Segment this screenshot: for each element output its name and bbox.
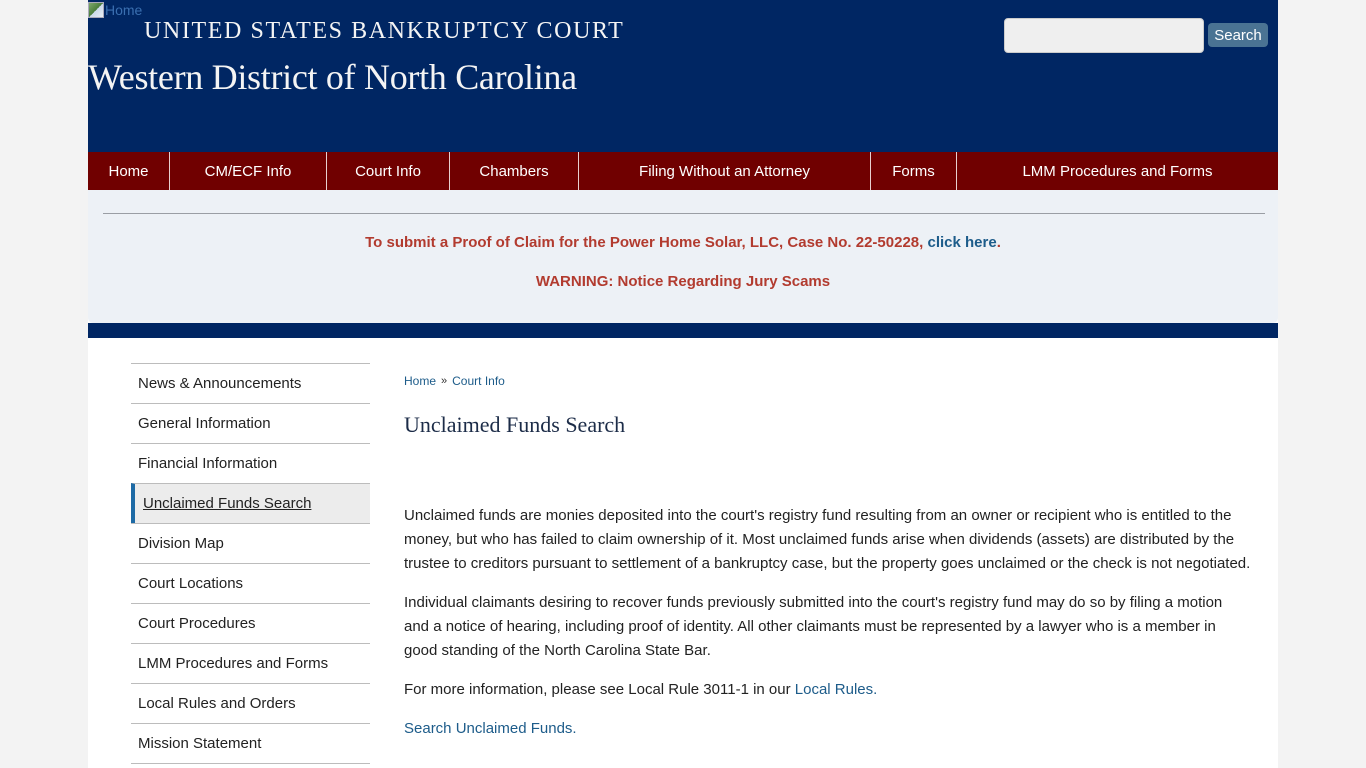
local-rules-link[interactable]: Local Rules. bbox=[794, 681, 878, 698]
nav-home[interactable]: Home bbox=[88, 152, 170, 190]
district-title: Western District of North Carolina bbox=[88, 57, 577, 97]
breadcrumb-separator: » bbox=[441, 375, 448, 387]
sidebar-menu bbox=[131, 363, 370, 764]
broken-image-icon bbox=[88, 2, 104, 18]
main-content bbox=[404, 370, 1254, 737]
breadcrumb bbox=[404, 370, 1254, 392]
breadcrumb-court-info[interactable]: Court Info bbox=[452, 374, 505, 388]
sidebar-item-court-procedures[interactable] bbox=[131, 603, 370, 643]
breadcrumb-home[interactable]: Home bbox=[404, 374, 437, 388]
court-title: UNITED STATES BANKRUPTCY COURT bbox=[144, 18, 625, 44]
nav-chambers[interactable]: Chambers bbox=[450, 152, 579, 190]
main-nav bbox=[88, 152, 1278, 190]
sidebar-item-label: Court Procedures bbox=[138, 615, 256, 632]
logo-alt-text: Home bbox=[105, 2, 143, 18]
unclaimed-funds-definition: Unclaimed funds are monies deposited into the court's registry fund resulting from an owner or recipient who is entitled to the money, but who has failed to claim ownership of it. Most unclaimed funds arise when dividends (assets) are distributed by the trustee to creditors pursuant to settlement of a bankruptcy case, but the property goes unclaimed or the check is not negotiated. bbox=[404, 507, 1251, 572]
notice-period: . bbox=[996, 234, 1001, 251]
notice-divider bbox=[103, 213, 1265, 214]
sidebar-item-label: Local Rules and Orders bbox=[138, 695, 296, 712]
claimant-instructions: Individual claimants desiring to recover funds previously submitted into the court's registry fund may do so by filing a motion and a notice of hearing, including proof of identity. All other claimants must be represented by a lawyer who is a member in good standing of the North Carolina State Bar. bbox=[404, 594, 1223, 659]
sidebar-item-local-rules[interactable] bbox=[131, 683, 370, 723]
nav-filing-without-attorney[interactable]: Filing Without an Attorney bbox=[579, 152, 871, 190]
search-unclaimed-funds-link[interactable]: Search Unclaimed Funds. bbox=[404, 720, 577, 737]
sidebar-item-label: LMM Procedures and Forms bbox=[138, 655, 329, 672]
search-button[interactable]: Search bbox=[1208, 23, 1268, 47]
site-header bbox=[88, 0, 1278, 152]
sidebar-item-label: Unclaimed Funds Search bbox=[143, 495, 312, 512]
nav-cmecf-info[interactable]: CM/ECF Info bbox=[170, 152, 327, 190]
sidebar-item-general-info[interactable] bbox=[131, 403, 370, 443]
sidebar-divider bbox=[131, 763, 370, 764]
local-rule-reference bbox=[404, 678, 877, 702]
sidebar-item-unclaimed-funds[interactable] bbox=[131, 483, 370, 523]
sidebar-item-label: Mission Statement bbox=[138, 735, 262, 752]
sidebar-item-court-locations[interactable] bbox=[131, 563, 370, 603]
sidebar-item-label: News & Announcements bbox=[138, 375, 302, 392]
sidebar-item-label: General Information bbox=[138, 415, 271, 432]
page-title: Unclaimed Funds Search bbox=[404, 412, 626, 437]
local-rule-text: For more information, please see Local Rule 3011-1 in our bbox=[404, 681, 795, 698]
header-bottom-band bbox=[88, 323, 1278, 338]
nav-forms[interactable]: Forms bbox=[871, 152, 957, 190]
sidebar-item-label: Court Locations bbox=[138, 575, 244, 592]
sidebar-item-news[interactable] bbox=[131, 363, 370, 403]
home-logo-link[interactable] bbox=[88, 2, 142, 18]
sidebar-item-mission-statement[interactable] bbox=[131, 723, 370, 763]
nav-lmm-procedures[interactable]: LMM Procedures and Forms bbox=[1022, 162, 1213, 180]
sidebar-item-label: Division Map bbox=[138, 535, 224, 552]
proof-of-claim-text: To submit a Proof of Claim for the Power Home Solar, LLC, Case No. 22-50228, bbox=[365, 234, 928, 251]
page-container bbox=[88, 0, 1278, 768]
notice-banner bbox=[88, 190, 1278, 323]
click-here-link[interactable]: click here bbox=[927, 234, 997, 251]
search-input[interactable] bbox=[1004, 18, 1204, 53]
search-link-paragraph bbox=[404, 717, 577, 741]
sidebar-item-label: Financial Information bbox=[138, 455, 278, 472]
proof-of-claim-notice bbox=[88, 234, 1278, 251]
jury-scam-warning-link[interactable]: WARNING: Notice Regarding Jury Scams bbox=[535, 273, 831, 290]
sidebar-item-lmm-procedures[interactable] bbox=[131, 643, 370, 683]
sidebar-item-financial-info[interactable] bbox=[131, 443, 370, 483]
sidebar-item-division-map[interactable] bbox=[131, 523, 370, 563]
nav-court-info[interactable]: Court Info bbox=[327, 152, 450, 190]
